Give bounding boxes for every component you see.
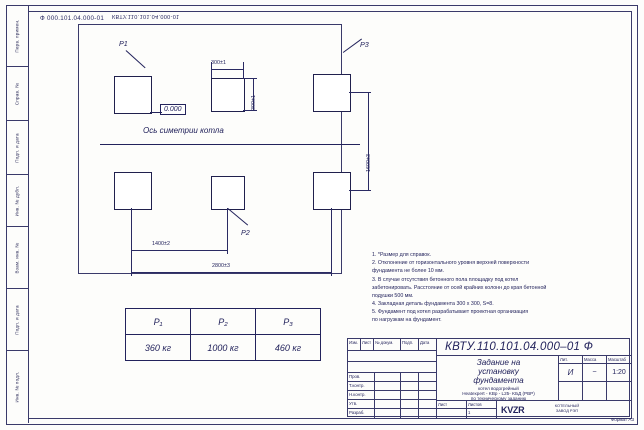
- load-header-p3: P₃: [256, 309, 321, 335]
- company-line-1: КОТЕЛЬНЫЙ: [554, 403, 580, 408]
- dim-inner-horizontal-line: [131, 250, 227, 251]
- company-logo: KVZR: [501, 405, 525, 415]
- note-item: 1. *Размер для справок.: [372, 252, 432, 258]
- left-cell-label: Перв. примен.: [14, 18, 20, 53]
- th-data: [419, 339, 437, 351]
- callout-p3-label: P3: [360, 40, 369, 49]
- pad-p1: [114, 76, 152, 114]
- note-item: забетонировать. Расстояние от осей крайних колонн до края бетонной: [372, 284, 547, 291]
- dim-pad-width-line: [211, 69, 243, 70]
- left-cell-4: [6, 227, 28, 289]
- pad-p3: [313, 74, 351, 112]
- left-cell-label: Справ. №: [14, 82, 20, 105]
- foundation-plan-area: [78, 24, 342, 274]
- doc-title-line2: установку: [478, 367, 519, 376]
- doc-subtitle-1: котел водогрейный: [478, 386, 519, 391]
- date-razrab: [419, 373, 437, 382]
- rev-row-1: [348, 351, 437, 362]
- role-tkontr: [348, 391, 375, 400]
- left-cell-label: Подп. и дата: [14, 304, 20, 335]
- th-masshtab-label: Масштаб: [608, 356, 626, 362]
- th-massa: [583, 356, 607, 364]
- company-line-2: ЗАВОД РЭП: [555, 408, 579, 413]
- dim-pad-height-text: 300±1: [251, 95, 257, 110]
- dim-vertical-line: [368, 92, 369, 190]
- th-podp: [401, 339, 419, 351]
- role-prov-label: Т.контр.: [349, 382, 365, 388]
- th-docnum-label: № докум.: [375, 339, 394, 345]
- pad-center-top: [211, 78, 245, 112]
- date-nkontr: [419, 400, 437, 409]
- note-item: подушки 500 мм.: [372, 292, 414, 299]
- note-item: фундамента не более 10 мм.: [372, 268, 444, 275]
- doc-number-cell: [437, 339, 631, 356]
- name-prov: [375, 382, 401, 391]
- dim-inner-horizontal-text: 1400±2: [152, 241, 170, 247]
- dim-ext-right: [243, 62, 244, 78]
- val-lit: [559, 364, 583, 382]
- rev-row-2: [348, 362, 437, 373]
- role-prov: [348, 382, 375, 391]
- val-lit-text: И: [567, 367, 574, 377]
- dim-vertical-text: 1600±3: [366, 154, 372, 172]
- elevation-zero-mark: 0.000: [160, 104, 186, 115]
- th-sheets: [467, 401, 497, 409]
- th-lit: [559, 356, 583, 364]
- th-lit-label: Лит.: [560, 356, 568, 362]
- left-cell-5: [6, 289, 28, 351]
- sign-nkontr: [401, 400, 419, 409]
- note-item: 2. Отклонение от горизонтального уровня верхней поверхности: [372, 260, 530, 267]
- callout-p1-label: P1: [119, 39, 128, 48]
- pad-p2: [211, 176, 245, 210]
- doc-title-cell: [437, 356, 559, 401]
- dim-ext-bottom: [243, 110, 257, 111]
- dim-outer-horizontal-line: [131, 272, 331, 273]
- th-izm: [348, 339, 361, 351]
- role-razrab-label: Пров.: [349, 373, 361, 379]
- val-sheet-extra-3: [607, 382, 631, 401]
- role-tkontr-label: Н.контр.: [349, 391, 366, 397]
- left-cell-label: Подп. и дата: [14, 132, 20, 163]
- doc-subtitle-3: по техническому заданию: [470, 396, 527, 401]
- left-margin-column: [6, 5, 29, 423]
- th-podp-label: Подп.: [402, 339, 414, 345]
- name-tkontr: [375, 391, 401, 400]
- doc-title-line3: фундамента: [473, 376, 524, 385]
- val-massa-text: ~: [592, 368, 597, 376]
- doc-subtitle-2: Heatexpert - KBp - L25- KБД (РВР): [462, 391, 535, 396]
- sheet-format: Формат А3: [610, 417, 634, 422]
- sign-utv: [401, 409, 419, 418]
- th-massa-label: Масса: [584, 356, 597, 362]
- th-list: [361, 339, 374, 351]
- th-masshtab: [607, 356, 631, 364]
- load-value-p3: 460 кг: [256, 335, 321, 361]
- val-sheet-extra-2: [583, 382, 607, 401]
- val-sheets-text: 1: [468, 409, 471, 415]
- th-sheets-label: Листов: [468, 401, 482, 407]
- val-masshtab: [607, 364, 631, 382]
- th-sheet-label: Лист: [438, 401, 448, 407]
- load-header-p2: P₂: [191, 309, 256, 335]
- th-izm-label: Изм.: [349, 339, 358, 345]
- dim-outer-ext-left: [131, 250, 132, 276]
- table-row: [126, 309, 321, 335]
- val-massa: [583, 364, 607, 382]
- dim-vertical-ext-top: [349, 92, 371, 93]
- name-nkontr: [375, 400, 401, 409]
- dim-outer-horizontal-text: 2800±3: [212, 263, 230, 269]
- company-cell: [497, 401, 631, 418]
- date-prov: [419, 382, 437, 391]
- doc-title-line1: Задание на: [476, 358, 521, 367]
- role-nkontr-label: Утв.: [349, 400, 358, 406]
- th-data-label: Дата: [420, 339, 430, 345]
- load-value-p2: 1000 кг: [191, 335, 256, 361]
- note-item: 5. Фундамент под котел разрабатывает проектная организация: [372, 309, 529, 316]
- dim-outer-ext-right: [331, 208, 332, 276]
- th-list-label: Лист: [362, 339, 372, 345]
- th-docnum: [374, 339, 401, 351]
- role-utv: [348, 409, 375, 418]
- val-sheet: [437, 409, 467, 418]
- dim-vertical-ext-bottom: [349, 190, 371, 191]
- symmetry-axis-label: Ось симетрии котла: [143, 126, 224, 135]
- pad-bottom-left: [114, 172, 152, 210]
- dim-inner-ext-right: [227, 208, 228, 254]
- name-razrab: [375, 373, 401, 382]
- dim-inner-ext-left: [131, 208, 132, 254]
- date-utv: [419, 409, 437, 418]
- left-cell-1: [6, 67, 28, 121]
- note-item: по нагрузкам на фундамент.: [372, 317, 442, 324]
- sign-prov: [401, 382, 419, 391]
- symmetry-axis-line: [100, 144, 360, 145]
- dim-pad-width-text: 300±1: [211, 60, 226, 66]
- left-cell-2: [6, 121, 28, 175]
- left-cell-label: Инв. № подл.: [14, 371, 20, 403]
- doc-number: КВТУ.110.101.04.000–01 Ф: [445, 341, 594, 353]
- load-value-p1: 360 кг: [126, 335, 191, 361]
- date-tkontr: [419, 391, 437, 400]
- table-row: [126, 335, 321, 361]
- left-cell-label: Инв. № дубл.: [14, 185, 20, 216]
- load-table: [125, 308, 321, 361]
- val-masshtab-text: 1:20: [612, 368, 626, 376]
- role-razrab: [348, 373, 375, 382]
- th-sheet: [437, 401, 467, 409]
- left-cell-label: Взам. инв. №: [14, 242, 20, 273]
- name-utv: [375, 409, 401, 418]
- left-cell-0: [6, 5, 28, 67]
- val-sheets: [467, 409, 497, 418]
- left-cell-3: [6, 175, 28, 227]
- title-block: [347, 338, 630, 417]
- sheet-top-label-mirror: КВТУ.110.101.04.000-01: [112, 13, 180, 19]
- sign-tkontr: [401, 391, 419, 400]
- role-utv-label: Разраб.: [349, 409, 365, 415]
- note-item: 3. В случае отсутствия бетонного пола площадку под котел: [372, 276, 519, 283]
- elevation-leader: [150, 112, 162, 113]
- technical-notes: [372, 252, 616, 326]
- role-nkontr: [348, 400, 375, 409]
- val-sheet-extra: [559, 382, 583, 401]
- pad-bottom-right: [313, 172, 351, 210]
- dim-ext-top: [243, 78, 257, 79]
- left-cell-6: [6, 351, 28, 423]
- note-item: 4. Закладная деталь фундамента 300 х 300, S=8.: [372, 301, 494, 308]
- load-header-p1: P₁: [126, 309, 191, 335]
- sheet-top-label: Ф 000.101.04.000-01: [40, 15, 105, 22]
- sign-razrab: [401, 373, 419, 382]
- callout-p2-label: P2: [241, 228, 250, 237]
